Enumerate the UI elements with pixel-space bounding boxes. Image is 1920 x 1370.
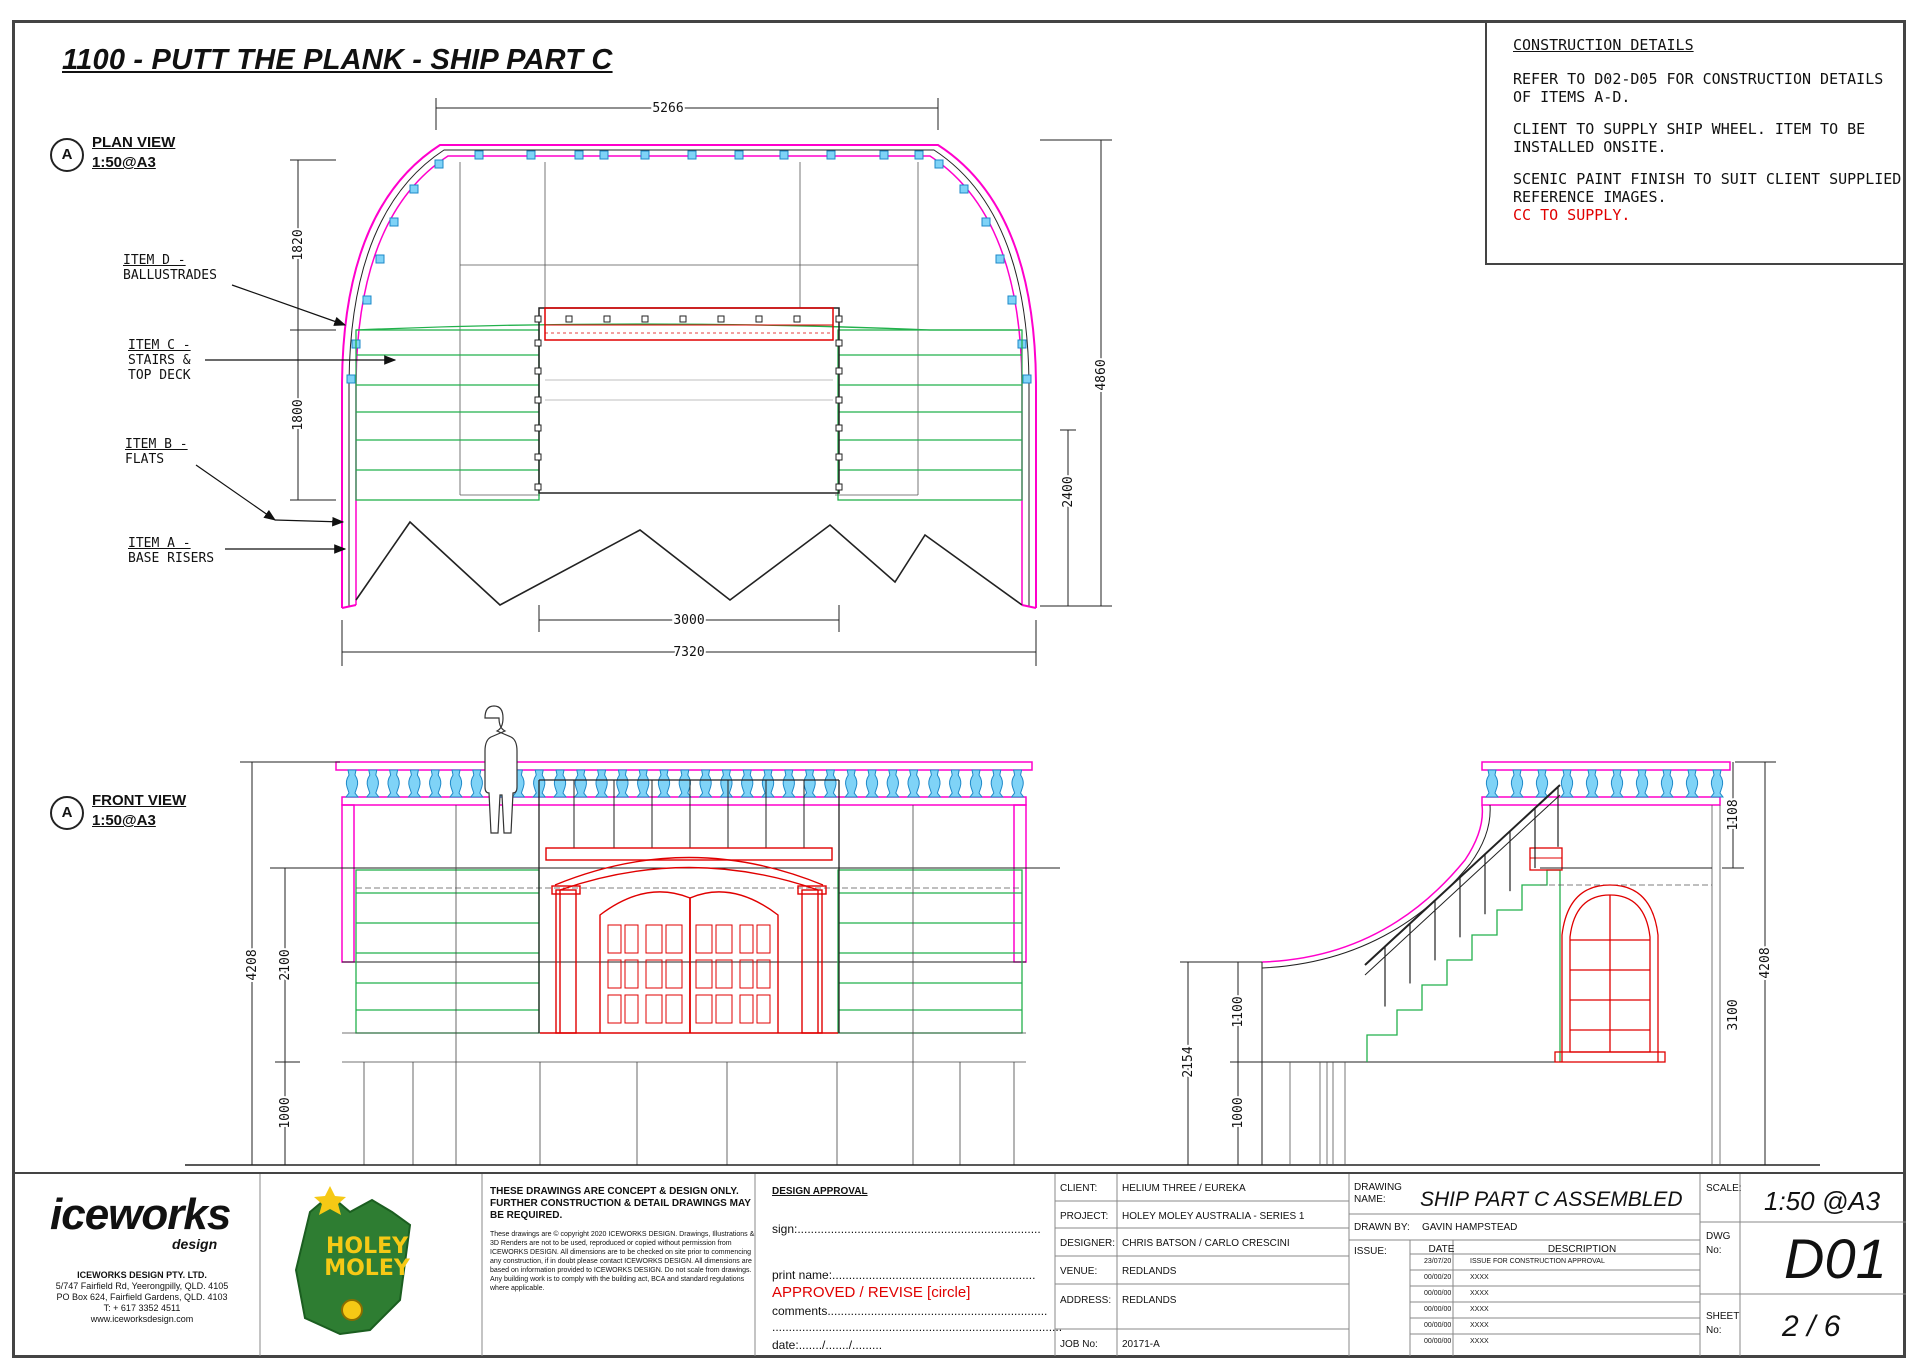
- approval-comments-2: .......................................................................................: [772, 1320, 1063, 1334]
- side-handrail: [1365, 785, 1560, 965]
- issue-date-header: DATE: [1428, 1244, 1455, 1255]
- issue-desc-header: DESCRIPTION: [1547, 1244, 1617, 1255]
- dwg-value: D01: [1784, 1227, 1887, 1290]
- dim-side-1108: 1108: [1726, 799, 1741, 831]
- dim-5266: 5266: [652, 101, 684, 116]
- dim-front-4208: 4208: [245, 949, 260, 981]
- door-panel: [716, 925, 732, 953]
- disclaimer-small: These drawings are © copyright 2020 ICEWORKS DESIGN. Drawings, Illustrations & 3D Renders are not to be used, reproduced or copied without permission from ICEWORKS DESIGN. All dimensions are to be checked on site prior to commencing any construction, if in doubt please contact ICEWORKS DESIGN. All dimensions are based on information provided to ICEWORKS DESIGN. Do not scale from drawings. Any building work is to comply with the building act, BCA and standard regulations where applicable.: [490, 1231, 755, 1292]
- door-panel: [757, 995, 770, 1023]
- baluster: [720, 770, 732, 797]
- door-panel: [757, 960, 770, 988]
- baluster: [845, 770, 857, 797]
- door-panel: [646, 960, 662, 988]
- venue-value: REDLANDS: [1122, 1266, 1177, 1277]
- baluster: [637, 770, 649, 797]
- side-window: [1555, 885, 1665, 1062]
- plan-hull-inner: [356, 156, 1022, 605]
- dim-1800: 1800: [291, 399, 306, 431]
- baluster: [575, 770, 587, 797]
- front-view: [185, 706, 1820, 1165]
- iceworks-logo-sub: design: [172, 1236, 218, 1252]
- baluster: [1511, 770, 1523, 797]
- client-value: HELIUM THREE / EUREKA: [1122, 1183, 1246, 1194]
- baluster: [679, 770, 691, 797]
- baluster: [866, 770, 878, 797]
- baluster: [1636, 770, 1648, 797]
- door-panel: [716, 960, 732, 988]
- dim-side-4208: 4208: [1758, 947, 1773, 979]
- baluster: [741, 770, 753, 797]
- jobno-value: 20171-A: [1122, 1339, 1160, 1350]
- dim-1820: 1820: [291, 229, 306, 261]
- baluster: [908, 770, 920, 797]
- construction-details-heading: CONSTRUCTION DETAILS: [1513, 36, 1694, 54]
- baluster: [346, 770, 358, 797]
- baluster: [471, 770, 483, 797]
- front-view-letter: A: [50, 796, 84, 830]
- construction-note-4: CC TO SUPPLY.: [1513, 206, 1631, 224]
- issue-row-description: ISSUE FOR CONSTRUCTION APPROVAL: [1470, 1258, 1605, 1265]
- door-panel: [646, 925, 662, 953]
- dim-side-3100: 3100: [1726, 999, 1741, 1031]
- door-panel: [696, 995, 712, 1023]
- door-panel: [740, 995, 753, 1023]
- plan-balusters: [347, 151, 1031, 383]
- plan-stairs-left: [356, 330, 539, 500]
- baluster: [1012, 770, 1024, 797]
- dim-front-1000: 1000: [278, 1097, 293, 1129]
- plan-hull-outline: [342, 145, 1036, 608]
- project-label: PROJECT:: [1060, 1211, 1109, 1222]
- dim-2400: 2400: [1061, 476, 1076, 508]
- side-balusters: [1486, 770, 1723, 797]
- door-panel: [666, 995, 682, 1023]
- issue-row-date: 00/00/00: [1424, 1290, 1452, 1297]
- door-panel: [696, 925, 712, 953]
- door-panel: [716, 995, 732, 1023]
- address-line-2: PO Box 624, Fairfield Gardens, QLD. 4103: [56, 1292, 228, 1302]
- baluster: [596, 770, 608, 797]
- designer-label: DESIGNER:: [1060, 1238, 1116, 1249]
- issue-row-date: 00/00/00: [1424, 1322, 1452, 1329]
- disclaimer-bold: THESE DRAWINGS ARE CONCEPT & DESIGN ONLY. FURTHER CONSTRUCTION & DETAIL DRAWINGS MAY BE REQUIRED.: [490, 1186, 751, 1221]
- baluster: [658, 770, 670, 797]
- callout-item-a-desc: BASE RISERS: [128, 551, 215, 566]
- front-top-rail: [336, 762, 1032, 770]
- plan-base-risers-zigzag: [356, 522, 1022, 605]
- approval-print-name: print name:.............................................................: [772, 1268, 1036, 1282]
- dim-4860: 4860: [1094, 359, 1109, 391]
- disclaimer: [490, 1186, 762, 1293]
- baluster: [1561, 770, 1573, 797]
- jobno-label: JOB No:: [1060, 1339, 1098, 1350]
- issue-row-description: XXXX: [1470, 1322, 1489, 1329]
- approval-comments: comments..................................................................: [772, 1304, 1048, 1318]
- callout-item-d-title: ITEM D -: [123, 253, 186, 268]
- door-panel: [646, 995, 662, 1023]
- project-value: HOLEY MOLEY AUSTRALIA - SERIES 1: [1122, 1211, 1305, 1222]
- side-curved-hull: [1262, 805, 1482, 962]
- baluster: [1536, 770, 1548, 797]
- plan-view-letter: A: [50, 138, 84, 172]
- callout-item-d: [123, 253, 217, 283]
- address-value: REDLANDS: [1122, 1295, 1177, 1306]
- issue-label: ISSUE:: [1354, 1246, 1387, 1257]
- company-web: www.iceworksdesign.com: [90, 1314, 194, 1324]
- plan-top-deck: [535, 308, 842, 493]
- baluster: [804, 770, 816, 797]
- baluster: [887, 770, 899, 797]
- door-panel: [608, 960, 621, 988]
- dwg-label: DWG No:: [1706, 1231, 1731, 1256]
- iceworks-logo: iceworks: [50, 1190, 231, 1239]
- designer-value: CHRIS BATSON / CARLO CRESCINI: [1122, 1238, 1290, 1249]
- plan-view: [342, 145, 1036, 608]
- drawn-by-label: DRAWN BY:: [1354, 1222, 1410, 1233]
- baluster: [928, 770, 940, 797]
- issue-row-description: XXXX: [1470, 1274, 1489, 1281]
- door-panels: [608, 925, 770, 1023]
- baluster: [408, 770, 420, 797]
- scale-label: SCALE:: [1706, 1183, 1742, 1194]
- holey-moley-text-1: HOLEY: [325, 1234, 409, 1259]
- baluster: [388, 770, 400, 797]
- baluster: [616, 770, 628, 797]
- front-balusters: [346, 770, 1024, 797]
- dim-side-2154: 2154: [1181, 1046, 1196, 1078]
- door-panel: [740, 960, 753, 988]
- callout-item-c-desc2: TOP DECK: [128, 368, 191, 383]
- drawing-name-label: DRAWING NAME:: [1354, 1182, 1402, 1205]
- baluster: [949, 770, 961, 797]
- callout-item-b: [125, 437, 188, 467]
- baluster: [700, 770, 712, 797]
- front-door: [546, 848, 832, 1033]
- door-panel: [625, 995, 638, 1023]
- baluster: [783, 770, 795, 797]
- issue-row-description: XXXX: [1470, 1290, 1489, 1297]
- holey-moley-text-2: MOLEY: [324, 1256, 410, 1281]
- baluster: [991, 770, 1003, 797]
- side-stairs: [1367, 870, 1560, 1062]
- baluster: [824, 770, 836, 797]
- baluster: [1661, 770, 1673, 797]
- baluster: [1611, 770, 1623, 797]
- door-panel: [608, 995, 621, 1023]
- baluster: [762, 770, 774, 797]
- title-block: [12, 1172, 1906, 1358]
- door-panel: [696, 960, 712, 988]
- baluster: [429, 770, 441, 797]
- sheet-label: SHEET No:: [1706, 1311, 1740, 1336]
- door-panel: [625, 925, 638, 953]
- approval-date: date:......./......./.........: [772, 1338, 883, 1352]
- callout-item-c-title: ITEM C -: [128, 338, 191, 353]
- address-line-1: 5/747 Fairfield Rd, Yeerongpilly, QLD. 4105: [55, 1281, 229, 1291]
- drawing-name-value: SHIP PART C ASSEMBLED: [1420, 1188, 1683, 1211]
- front-view-scale: 1:50@A3: [92, 812, 156, 829]
- address-label: ADDRESS:: [1060, 1295, 1112, 1306]
- issue-row-date: 00/00/00: [1424, 1306, 1452, 1313]
- plan-stairs-right: [838, 330, 1022, 500]
- company-phone: T: + 617 3352 4511: [103, 1303, 181, 1313]
- drawn-by-value: GAVIN HAMPSTEAD: [1422, 1222, 1518, 1233]
- callout-item-a: [128, 536, 214, 566]
- issue-row-date: 00/00/00: [1424, 1338, 1452, 1345]
- side-view: [1262, 762, 1730, 1165]
- issue-row-date: 00/00/20: [1424, 1274, 1452, 1281]
- baluster: [450, 770, 462, 797]
- dim-side-1000: 1000: [1231, 1097, 1246, 1129]
- company-address: [42, 1270, 242, 1325]
- baluster: [367, 770, 379, 797]
- callout-item-d-desc: BALLUSTRADES: [123, 268, 217, 283]
- callout-item-c: [128, 338, 191, 383]
- side-handrail-posts: [1385, 787, 1558, 1007]
- callout-item-a-title: ITEM A -: [128, 536, 191, 551]
- baluster: [554, 770, 566, 797]
- issue-row-description: XXXX: [1470, 1338, 1489, 1345]
- baluster: [1486, 770, 1498, 797]
- approval-status: APPROVED / REVISE [circle]: [772, 1284, 971, 1301]
- client-label: CLIENT:: [1060, 1183, 1098, 1194]
- baluster: [1686, 770, 1698, 797]
- baluster: [1711, 770, 1723, 797]
- front-view-name: FRONT VIEW: [92, 792, 187, 809]
- company-name: ICEWORKS DESIGN PTY. LTD.: [77, 1270, 207, 1280]
- baluster: [1586, 770, 1598, 797]
- construction-note-3: SCENIC PAINT FINISH TO SUIT CLIENT SUPPLIED REFERENCE IMAGES.: [1513, 170, 1902, 206]
- construction-details-box: [1485, 22, 1906, 265]
- door-panel: [666, 925, 682, 953]
- construction-note-1: REFER TO D02-D05 FOR CONSTRUCTION DETAILS OF ITEMS A-D.: [1513, 70, 1884, 106]
- issue-row-description: XXXX: [1470, 1306, 1489, 1313]
- drawing-title: 1100 - PUTT THE PLANK - SHIP PART C: [62, 44, 613, 76]
- issue-row-date: 23/07/20: [1424, 1258, 1452, 1265]
- door-panel: [666, 960, 682, 988]
- person-silhouette: [485, 706, 517, 833]
- scale-value: 1:50 @A3: [1764, 1186, 1881, 1216]
- approval-sign: sign:.........................................................................: [772, 1222, 1041, 1236]
- door-panel: [608, 925, 621, 953]
- door-panel: [625, 960, 638, 988]
- sheet-value: 2 / 6: [1782, 1310, 1841, 1343]
- dim-3000: 3000: [673, 613, 705, 628]
- callout-item-c-desc: STAIRS &: [128, 353, 191, 368]
- construction-note-2: CLIENT TO SUPPLY SHIP WHEEL. ITEM TO BE INSTALLED ONSITE.: [1513, 120, 1866, 156]
- dim-7320: 7320: [673, 645, 705, 660]
- baluster: [970, 770, 982, 797]
- door-panel: [740, 925, 753, 953]
- door-panel: [757, 925, 770, 953]
- venue-label: VENUE:: [1060, 1266, 1098, 1277]
- approval-heading: DESIGN APPROVAL: [772, 1186, 868, 1197]
- side-dimensions: [1180, 762, 1776, 1165]
- plan-view-scale: 1:50@A3: [92, 154, 156, 171]
- dim-front-2100: 2100: [278, 949, 293, 981]
- dim-side-1100: 1100: [1231, 996, 1246, 1028]
- callout-item-b-desc: FLATS: [125, 452, 165, 467]
- callout-item-b-title: ITEM B -: [125, 437, 188, 452]
- plan-view-name: PLAN VIEW: [92, 134, 176, 151]
